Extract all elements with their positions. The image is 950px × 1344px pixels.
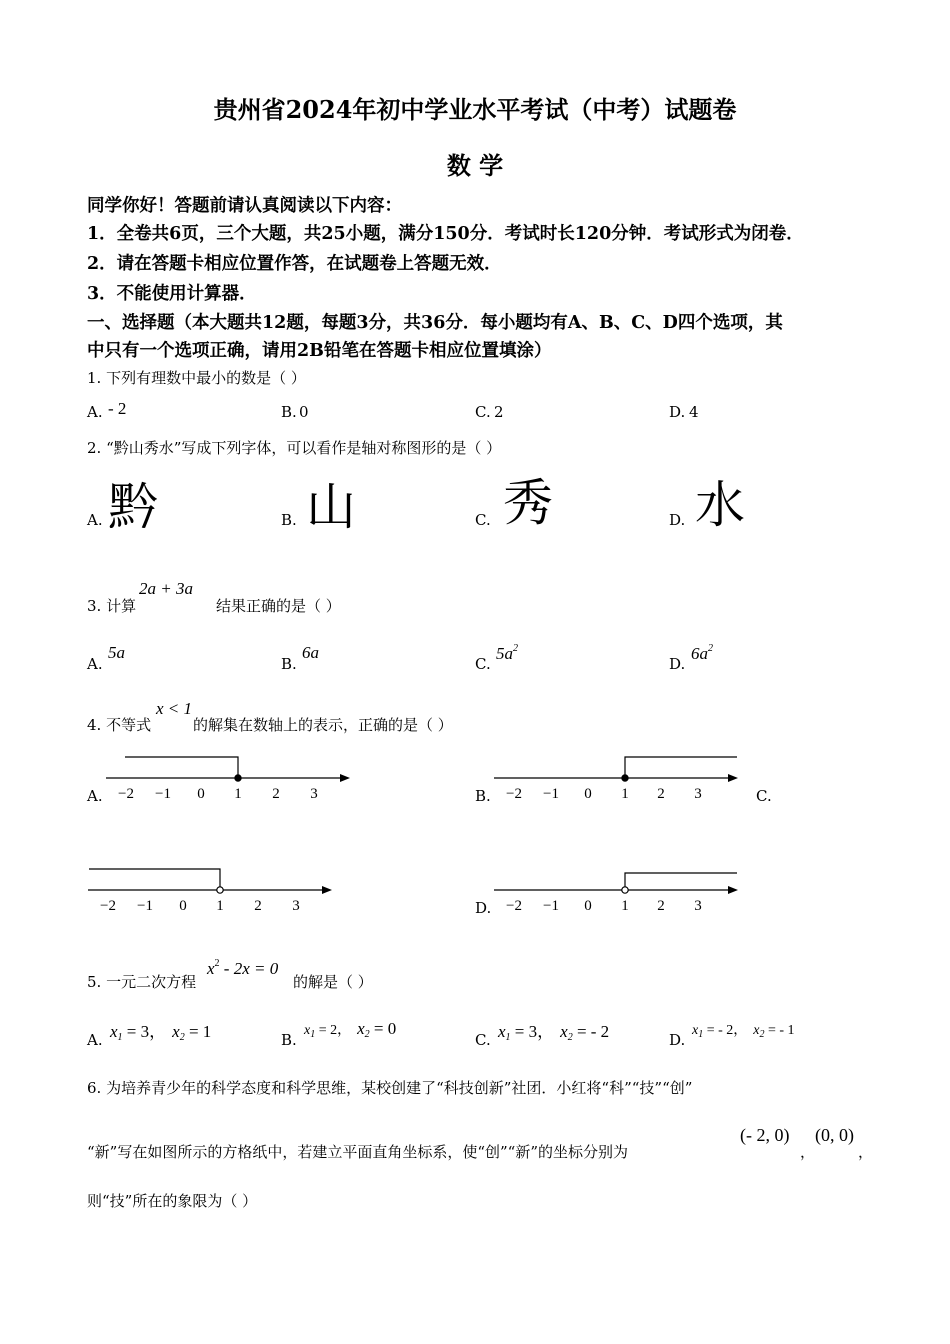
q3-label-d: D. [669, 655, 686, 673]
notice-greeting: 同学你好！答题前请认真阅读以下内容： [87, 196, 402, 216]
q4-number-line-b [492, 748, 742, 808]
tick-label: 3 [310, 786, 318, 802]
q3-option-a: 5a [108, 643, 125, 662]
tick-label: 1 [621, 898, 629, 914]
q2-glyph-c: 秀 [503, 474, 553, 532]
tick-label: 2 [657, 898, 665, 914]
q5-option-a: $x_1 = 3$， $x_2 = 1$ [110, 1022, 212, 1043]
q3-stem-prefix: 3. 计算 [87, 597, 137, 615]
solution-ray [625, 873, 737, 890]
sub: 2 [179, 1032, 185, 1043]
q6-line-2-text: “新”写在如图所示的方格纸中，若建立平面直角坐标系，使“创”“新”的坐标分别为 [87, 1143, 629, 1161]
tick-label: −2 [506, 898, 522, 914]
q5-expr-rest: - 2x = 0 [219, 959, 279, 978]
sub: 1 [698, 1029, 704, 1040]
q4-number-line-c [86, 860, 336, 920]
q4-label-b: B. [475, 787, 491, 805]
q4-number-line-a [104, 748, 354, 808]
q3-option-d-exponent: 2 [708, 643, 713, 654]
q1-label-c: C. [475, 403, 491, 421]
var: x [560, 1022, 568, 1041]
tick-label: 3 [694, 898, 702, 914]
q4-label-d: D. [475, 899, 492, 917]
tick-label: 2 [272, 786, 280, 802]
q5-a-value-1: = 3 [122, 1022, 150, 1041]
tick-label: 1 [216, 898, 224, 914]
q4-expression: x < 1 [156, 699, 193, 718]
tick-label: −1 [543, 898, 559, 914]
sub: 1 [117, 1032, 123, 1043]
q1-label-a: A. [87, 403, 103, 421]
tick-labels [100, 898, 300, 914]
tick-labels [506, 786, 702, 802]
tick-label: −2 [506, 786, 522, 802]
q4-stem-prefix: 4. 不等式 [87, 716, 152, 734]
q6-line-2-end: ， [858, 1143, 874, 1161]
tick-label: −2 [118, 786, 134, 802]
section-heading-line-1: 一、选择题（本大题共12题，每题3分，共36分．每小题均有A、B、C、D四个选项，其 [87, 313, 783, 333]
tick-label: −1 [137, 898, 153, 914]
q5-d-value-1: = - 2 [703, 1023, 734, 1038]
q3-label-c: C. [475, 655, 491, 673]
tick-label: 3 [292, 898, 300, 914]
notice-item-3: 3．不能使用计算器． [87, 284, 257, 304]
q5-c-value-2: = - 2 [572, 1022, 610, 1041]
var: x [498, 1022, 506, 1041]
tick-label: 0 [197, 786, 205, 802]
tick-label: −1 [155, 786, 171, 802]
q5-expression [207, 958, 278, 979]
var: x [172, 1022, 180, 1041]
notice-item-2: 2．请在答题卡相应位置作答，在试题卷上答题无效． [87, 254, 502, 274]
solution-ray [625, 757, 737, 778]
q3-label-b: B. [281, 655, 297, 673]
q5-d-value-2: = - 1 [764, 1023, 795, 1038]
tick-label: 0 [179, 898, 187, 914]
axis-arrow [340, 774, 350, 782]
q5-label-a: A. [87, 1031, 103, 1049]
q4-label-a: A. [87, 787, 103, 805]
q5-a-value-2: = 1 [184, 1022, 212, 1041]
q5-stem-suffix: 的解是（ ） [293, 973, 373, 991]
tick-label: 1 [621, 786, 629, 802]
q5-b-value-2: = 0 [369, 1019, 397, 1038]
axis-arrow [728, 886, 738, 894]
q3-option-d-base: 6a [691, 644, 708, 663]
q5-b-value-1: = 2 [315, 1023, 338, 1038]
var: x [692, 1023, 699, 1038]
q2-glyph-b: 山 [306, 478, 356, 536]
q5-stem-prefix: 5. 一元二次方程 [87, 973, 197, 991]
q2-label-b: B. [281, 511, 297, 529]
axis-arrow [728, 774, 738, 782]
tick-label: −2 [100, 898, 116, 914]
solid-dot [235, 775, 241, 781]
q5-c-value-1: = 3 [510, 1022, 538, 1041]
tick-labels [506, 898, 702, 914]
sub: 1 [505, 1032, 511, 1043]
tick-labels [118, 786, 318, 802]
q3-option-b: 6a [302, 643, 319, 662]
q1-option-a: - 2 [108, 399, 127, 418]
tick-label: 1 [234, 786, 242, 802]
var: x [753, 1023, 760, 1038]
solution-ray [125, 757, 238, 778]
q5-option-d: $x_1$ = - 2， $x_2$ = - 1 [692, 1023, 795, 1040]
tick-label: 3 [694, 786, 702, 802]
q6-line-1: 6. 为培养青少年的科学态度和科学思维，某校创建了“科技创新”社团．小红将“科”“技”“创” [87, 1079, 693, 1097]
sub: 2 [759, 1029, 765, 1040]
tick-label: −1 [543, 786, 559, 802]
hollow-dot [217, 887, 223, 893]
q2-glyph-d: 水 [695, 476, 745, 534]
q3-option-c [496, 643, 518, 664]
notice-item-1: 1．全卷共6页，三个大题，共25小题，满分150分．考试时长120分钟．考试形式为闭卷． [87, 224, 804, 244]
sub: 1 [310, 1029, 316, 1040]
hollow-dot [622, 887, 628, 893]
q3-option-c-exponent: 2 [513, 643, 518, 654]
q4-number-line-d [492, 860, 742, 920]
q5-option-c: $x_1 = 3$， $x_2$ = - 2 [498, 1022, 610, 1043]
sub: 2 [567, 1032, 573, 1043]
q6-coord-chuang: (- 2, 0) [740, 1125, 790, 1145]
q6-coord-xin: (0, 0) [815, 1125, 854, 1145]
q5-option-b: $x_1 = 2$， $x_2 = 0$ [304, 1019, 397, 1040]
q1-option-b: 0 [299, 403, 309, 421]
q5-expr-x: x [207, 959, 215, 978]
q1-label-b: B. [281, 403, 297, 421]
q5-label-b: B. [281, 1031, 297, 1049]
tick-label: 0 [584, 786, 592, 802]
q6-separator: ， [800, 1143, 816, 1161]
q3-expression: 2a + 3a [139, 579, 193, 598]
solution-ray [89, 869, 220, 890]
q2-label-d: D. [669, 511, 686, 529]
q2-stem: 2. “黔山秀水”写成下列字体，可以看作是轴对称图形的是（ ） [87, 439, 502, 457]
section-heading-line-2: 中只有一个选项正确，请用2B铅笔在答题卡相应位置填涂） [87, 341, 552, 361]
q3-option-d [691, 643, 713, 664]
var: x [304, 1023, 311, 1038]
q3-label-a: A. [87, 655, 103, 673]
q3-stem-suffix: 结果正确的是（ ） [216, 597, 341, 615]
q5-label-c: C. [475, 1031, 491, 1049]
solid-dot [622, 775, 628, 781]
tick-label: 0 [584, 898, 592, 914]
q5-label-d: D. [669, 1031, 686, 1049]
q2-glyph-a: 黔 [108, 478, 158, 536]
q2-label-c: C. [475, 511, 491, 529]
q4-label-c: C. [756, 787, 772, 805]
q3-option-c-base: 5a [496, 644, 513, 663]
exam-title: 贵州省2024年初中学业水平考试（中考）试题卷 [213, 95, 737, 124]
q1-option-c: 2 [494, 403, 504, 421]
q1-option-d: 4 [689, 403, 699, 421]
q1-label-d: D. [669, 403, 686, 421]
tick-label: 2 [657, 786, 665, 802]
q1-stem: 1. 下列有理数中最小的数是（ ） [87, 369, 306, 387]
q4-stem-suffix: 的解集在数轴上的表示，正确的是（ ） [193, 716, 453, 734]
tick-label: 2 [254, 898, 262, 914]
sub: 2 [364, 1029, 370, 1040]
axis-arrow [322, 886, 332, 894]
q5-expr-exp: 2 [214, 958, 220, 969]
q2-label-a: A. [87, 511, 103, 529]
subject-title: 数 学 [446, 151, 504, 180]
var: x [110, 1022, 118, 1041]
var: x [357, 1019, 365, 1038]
q6-line-3: 则“技”所在的象限为（ ） [87, 1192, 258, 1210]
